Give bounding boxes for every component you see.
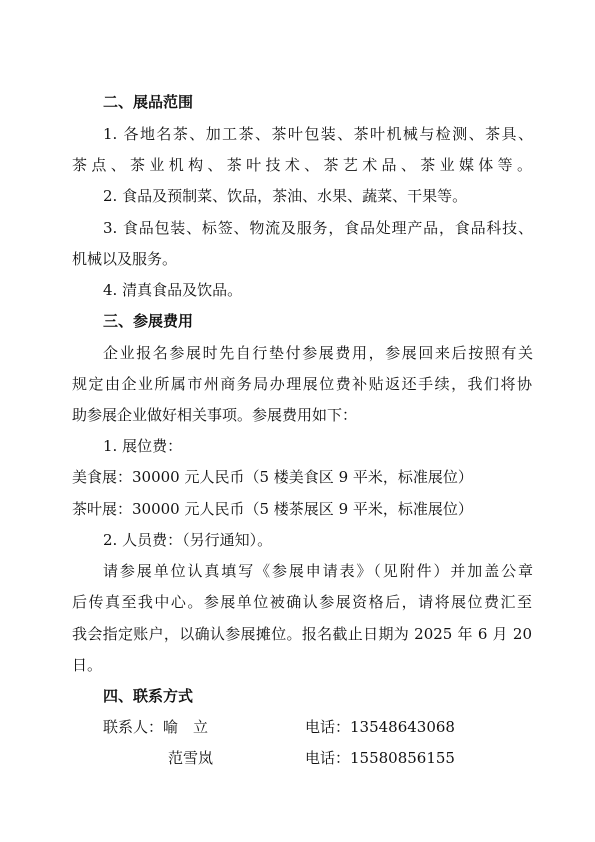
fee-tea-booth: 茶叶展：30000 元人民币（5 楼茶展区 9 平米，标准展位）: [72, 500, 473, 518]
text-line: 2. 人员费：（另行通知）。: [103, 531, 273, 549]
contact-phone: 电话：13548643068: [305, 718, 455, 736]
text-line: 1. 展位费：: [103, 437, 183, 455]
text-line: 4. 清真食品及饮品。: [103, 281, 243, 299]
text-line: 助参展企业做好相关事项。参展费用如下：: [72, 406, 358, 424]
section-heading-exhibit-scope: 二、展品范围: [103, 93, 194, 111]
text-line: 规定由企业所属市州商务局办理展位费补贴返还手续，我们将协: [72, 375, 532, 393]
section-heading-fees: 三、参展费用: [103, 312, 194, 330]
text-line: 企业报名参展时先自行垫付参展费用，参展回来后按照有关: [103, 344, 533, 362]
text-line: 我会指定账户，以确认参展摊位。报名截止日期为 2025 年 6 月 20: [72, 625, 532, 643]
text-line: 机械以及服务。: [72, 250, 178, 268]
text-line: 日。: [72, 656, 103, 674]
contact-phone: 电话：15580856155: [305, 749, 455, 767]
text-line: 请参展单位认真填写《参展申请表》（见附件）并加盖公章: [103, 562, 533, 580]
section-heading-contact: 四、联系方式: [103, 687, 194, 705]
text-line: 后传真至我中心。参展单位被确认参展资格后，请将展位费汇至: [72, 593, 532, 611]
text-line: 2. 食品及预制菜、饮品，茶油、水果、蔬菜、干果等。: [103, 187, 468, 205]
contact-name: 范雪岚: [168, 749, 214, 767]
fee-food-booth: 美食展：30000 元人民币（5 楼美食区 9 平米，标准展位）: [72, 468, 473, 486]
contact-name: 联系人：喻 立: [103, 718, 209, 736]
text-line: 茶点、茶业机构、茶叶技术、茶艺术品、茶业媒体等。: [72, 156, 532, 174]
text-line: 3. 食品包装、标签、物流及服务，食品处理产品，食品科技、: [103, 219, 533, 237]
text-line: 1. 各地名茶、加工茶、茶叶包装、茶叶机械与检测、茶具、: [103, 125, 533, 143]
